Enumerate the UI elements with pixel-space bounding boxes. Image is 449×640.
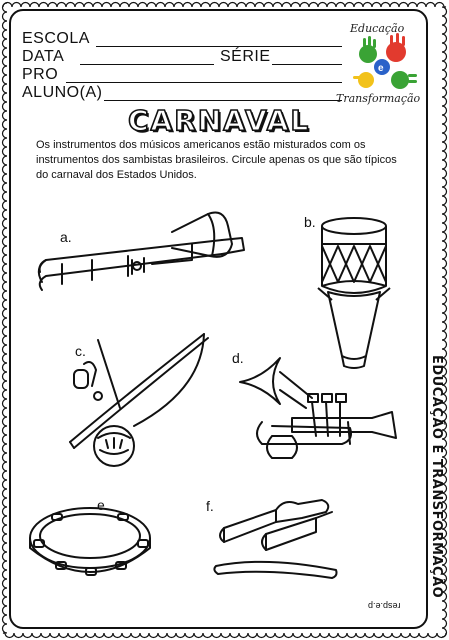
data-label: DATA — [22, 48, 65, 65]
label-e: e. — [97, 497, 109, 513]
instructions-text: Os instrumentos dos músicos americanos estão misturados com os instrumentos dos sambistas brasileiros. Circule apenas os que são típicos do carnaval dos Estados Unidos. — [36, 139, 397, 181]
logo-middle-letter: e — [378, 63, 384, 74]
label-f: f. — [206, 498, 214, 514]
label-d: d. — [232, 350, 244, 366]
data-line[interactable] — [80, 64, 214, 65]
serie-line[interactable] — [272, 64, 342, 65]
label-b: b. — [304, 214, 316, 230]
logo-bottom-text: Transformação — [336, 92, 421, 105]
credit-text: resp.e.p — [368, 601, 401, 611]
pro-label: PRO — [22, 66, 59, 83]
side-watermark: EDUCAÇÃO E TRANSFORMAÇÃO — [429, 355, 444, 599]
aluno-label: ALUNO(A) — [22, 84, 103, 101]
label-a: a. — [60, 229, 72, 245]
serie-label: SÉRIE — [220, 48, 271, 65]
label-c: c. — [75, 343, 86, 359]
agogo-icon[interactable] — [206, 494, 346, 584]
logo-top-text: Educação — [350, 22, 405, 35]
pro-line[interactable] — [66, 82, 342, 83]
page-title: CARNAVAL — [128, 104, 311, 137]
berimbau-icon[interactable] — [62, 330, 212, 478]
escola-line[interactable] — [96, 46, 342, 47]
trumpet-icon[interactable] — [232, 352, 404, 468]
logo — [336, 18, 434, 108]
tambourine-icon[interactable] — [22, 500, 162, 584]
aluno-line[interactable] — [104, 100, 342, 101]
escola-label: ESCOLA — [22, 30, 90, 47]
trombone-icon[interactable] — [32, 204, 252, 304]
drum-icon[interactable] — [312, 216, 396, 372]
